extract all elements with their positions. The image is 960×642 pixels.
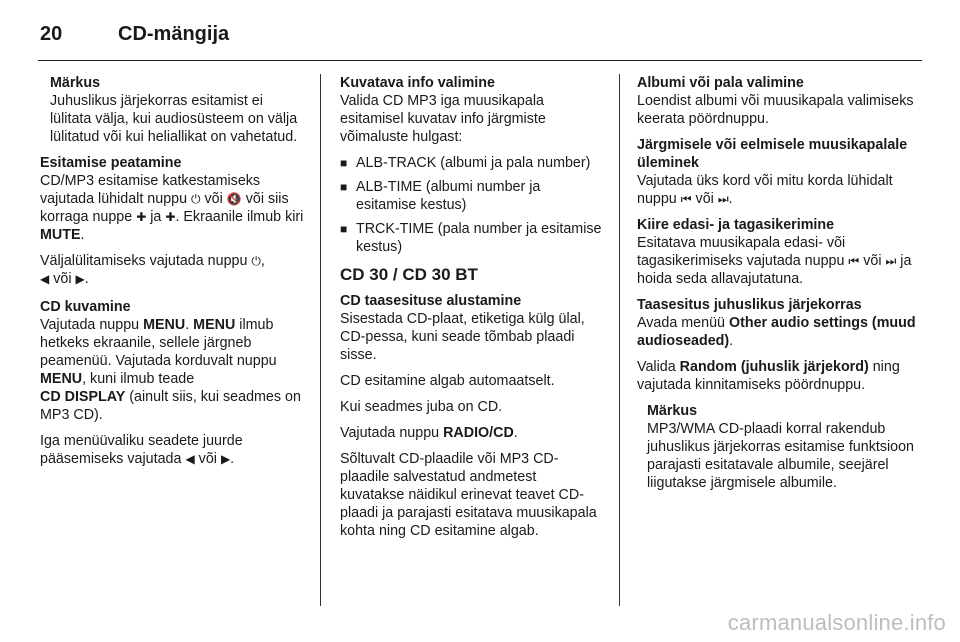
- right-arrow-icon: ▶: [220, 452, 231, 466]
- right-arrow-icon: ▶: [75, 272, 85, 286]
- random-select-paragraph: Valida Random (juhuslik järjekord) ning vajutada kinnitamiseks pöördnuppu.: [637, 359, 900, 393]
- menu-label: MENU: [143, 317, 186, 333]
- restart-paragraph: Sisestada CD-plaat, etiketiga külg ülal, CD-pessa, kuni seade tõmbab plaadi sisse.: [340, 311, 585, 363]
- menu-paragraph: Iga menüüvaliku seadete juurde pääsemiseks vajutada ◀ või ▶.: [40, 433, 243, 467]
- skip-paragraph: Vajutada üks kord või mitu korda lühidalt nuppu ⏮ või ⏭.: [637, 173, 893, 207]
- skip-heading: Järgmisele või eelmisele muusikapalale üleminek: [637, 137, 908, 171]
- list-item: ■ TRCK-TIME (pala number ja esitamise kestus): [340, 220, 602, 256]
- volume-down-icon: ✚: [165, 210, 176, 224]
- ff-paragraph: Esitatava muusikapala edasi- või tagasikerimiseks vajutada nuppu ⏮ või ⏭ ja hoida seda allavajutatuna.: [637, 235, 912, 287]
- column-divider-2: [619, 74, 620, 606]
- stop-paragraph: CD/MP3 esitamise katkestamiseks vajutada lühidalt nuppu ⏻ või 🔇 või siis korraga nuppe ✚ ja ✚. Ekraanile ilmub kiri MUTE.: [40, 173, 304, 243]
- column-3: [637, 74, 919, 500]
- page-header: [40, 16, 229, 52]
- next-track-icon: ⏭: [717, 192, 729, 206]
- random-heading: Taasesitus juhuslikus järjekorras: [637, 297, 862, 313]
- other-audio-settings-label: Other audio settings (muud audioseaded): [637, 315, 916, 349]
- mute-icon: 🔇: [226, 192, 242, 206]
- random-label: Random (juhuslik järjekord): [679, 359, 869, 375]
- previous-track-icon: ⏮: [680, 192, 692, 206]
- stop-heading: Esitamise peatamine: [40, 155, 182, 171]
- display-heading: CD kuvamine: [40, 299, 131, 315]
- column-1: [40, 74, 308, 476]
- next-track-icon: ⏭: [885, 254, 897, 268]
- header-divider: [38, 60, 922, 61]
- select-paragraph: Loendist albumi või muusikapala valimiseks keerata pöördnuppu.: [637, 93, 914, 127]
- ff-heading: Kiire edasi- ja tagasikerimine: [637, 217, 835, 233]
- cd-display-label: CD DISPLAY: [40, 389, 126, 405]
- note-box: [50, 74, 308, 146]
- list-item: ■ ALB-TRACK (albumi ja pala number): [340, 154, 602, 172]
- press-paragraph: Vajutada nuppu RADIO/CD.: [340, 425, 518, 441]
- already-paragraph: Kui seadmes juba on CD.: [340, 399, 503, 415]
- info-options-list: [340, 154, 602, 256]
- previous-track-icon: ⏮: [848, 254, 860, 268]
- radio-cd-label: RADIO/CD: [443, 425, 514, 441]
- left-arrow-icon: ◀: [185, 452, 195, 466]
- display-paragraph: Vajutada nuppu MENU. MENU ilmub hetkeks ekraanile, sellele järgneb peamenüü. Vajutada korduvalt nuppu MENU, kuni ilmub teade CD DISPLAY (ainult siis, kui seadmes on MP3 CD).: [40, 317, 301, 423]
- note-title: Märkus: [50, 75, 101, 91]
- mute-label: MUTE: [40, 227, 81, 243]
- power-icon: ⏻: [191, 192, 201, 206]
- note-text: MP3/WMA CD-plaadi korral rakendub juhuslikus järjekorras esitamise funktsioon parajasti esitatavale albumile, seejärel liigutakse järgmisele albumile.: [647, 421, 914, 491]
- depends-paragraph: Sõltuvalt CD-plaadile või MP3 CD-plaadile salvestatud andmetest kuvatakse näidikul erinevat teavet CD-plaadi ja parajasti esitatava muusikapala kohta ning CD esitamine algab.: [340, 451, 597, 539]
- note-title: Märkus: [647, 403, 698, 419]
- power-icon: ⏻: [251, 254, 261, 268]
- menu-label: MENU: [40, 371, 83, 387]
- resume-paragraph: Väljalülitamiseks vajutada nuppu ⏻, ◀ või ▶.: [40, 253, 265, 287]
- select-heading: Albumi või pala valimine: [637, 75, 804, 91]
- column-divider-1: [320, 74, 321, 606]
- note-text: Juhuslikus järjekorras esitamist ei lülitata välja, kui audiosüsteem on välja lülitatud või kui heliallikat on vahetatud.: [50, 93, 298, 145]
- restart-heading: CD taasesituse alustamine: [340, 293, 522, 309]
- info-heading: Kuvatava info valimine: [340, 75, 495, 91]
- info-paragraph: Valida CD MP3 iga muusikapala esitamisel kuvatav info järgmiste võimaluste hulgast:: [340, 93, 546, 145]
- watermark: carmanualsonline.info: [727, 610, 946, 635]
- page-number: 20: [40, 22, 63, 45]
- volume-up-icon: ✚: [136, 210, 147, 224]
- column-2: [340, 74, 602, 548]
- list-item: ■ ALB-TIME (albumi number ja esitamise kestus): [340, 178, 602, 214]
- left-arrow-icon: ◀: [40, 272, 50, 286]
- auto-paragraph: CD esitamine algab automaatselt.: [340, 373, 555, 389]
- section-heading: CD 30 / CD 30 BT: [340, 265, 478, 284]
- page-title: CD-mängija: [118, 22, 230, 45]
- note-box: [647, 402, 919, 492]
- menu-label: MENU: [193, 317, 236, 333]
- random-paragraph: Avada menüü Other audio settings (muud audioseaded).: [637, 315, 916, 349]
